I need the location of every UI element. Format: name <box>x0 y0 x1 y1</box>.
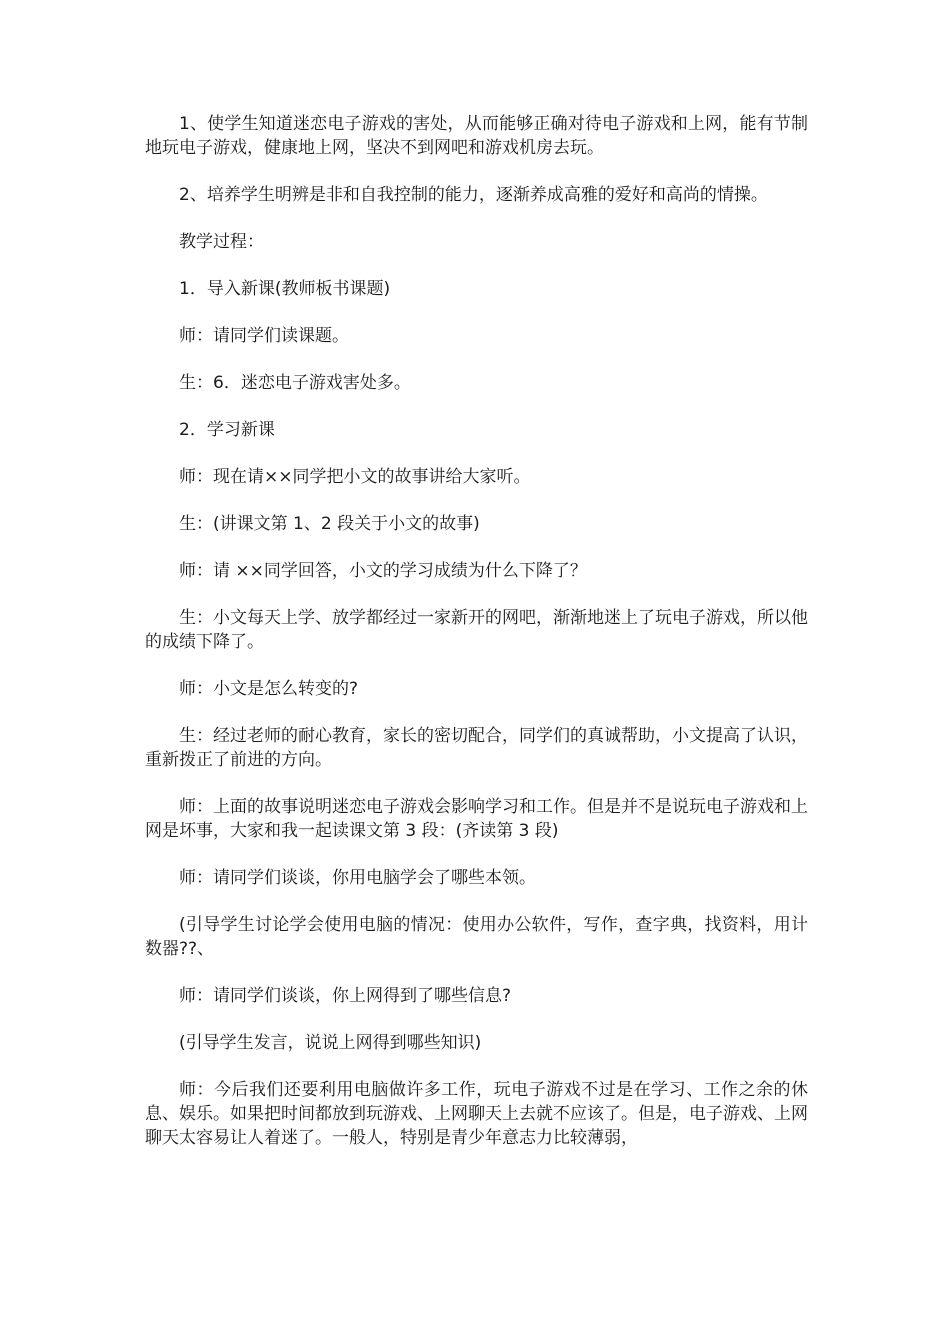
paragraph-teacher-2: 师：现在请××同学把小文的故事讲给大家听。 <box>179 467 531 487</box>
paragraph-student-4: 生：经过老师的耐心教育，家长的密切配合，同学们的真诚帮助，小文提高了认识，重新拨正了前进的方向。 <box>145 726 808 770</box>
paragraph-teacher-3: 师：请 ××同学回答，小文的学习成绩为什么下降了？ <box>179 561 587 581</box>
paragraph-teacher-7: 师：请同学们谈谈，你上网得到了哪些信息? <box>179 986 512 1006</box>
paragraph-process-heading: 教学过程： <box>179 232 264 252</box>
paragraph-objective-2: 2、培养学生明辨是非和自我控制的能力，逐渐养成高雅的爱好和高尚的情操。 <box>179 185 768 205</box>
paragraph-step-1: 1．导入新课(教师板书课题) <box>179 279 391 299</box>
paragraph-teacher-5: 师：上面的故事说明迷恋电子游戏会影响学习和工作。但是并不是说玩电子游戏和上网是坏事，大家和我一起读课文第 3 段：(齐读第 3 段) <box>145 797 808 841</box>
paragraph-teacher-8: 师：今后我们还要利用电脑做许多工作，玩电子游戏不过是在学习、工作之余的休息、娱乐。如果把时间都放到玩游戏、上网聊天上去就不应该了。但是，电子游戏、上网聊天太容易让人着迷了。一般人，特别是青少年意志力比较薄弱， <box>145 1080 808 1148</box>
paragraph-guide-2: (引导学生发言，说说上网得到哪些知识) <box>179 1033 482 1053</box>
paragraph-student-3: 生：小文每天上学、放学都经过一家新开的网吧，渐渐地迷上了玩电子游戏，所以他的成绩下降了。 <box>145 608 808 652</box>
paragraph-student-2: 生：(讲课文第 1、2 段关于小文的故事) <box>179 514 480 534</box>
paragraph-teacher-6: 师：请同学们谈谈，你用电脑学会了哪些本领。 <box>179 868 536 888</box>
paragraph-guide-1: (引导学生讨论学会使用电脑的情况：使用办公软件，写作，查字典，找资料，用计数器??、 <box>145 915 808 959</box>
paragraph-teacher-4: 师：小文是怎么转变的? <box>179 679 359 699</box>
paragraph-teacher-1: 师：请同学们读课题。 <box>179 326 349 346</box>
document-page <box>145 112 808 1173</box>
paragraph-student-1: 生：6．迷恋电子游戏害处多。 <box>179 373 411 393</box>
paragraph-step-2: 2．学习新课 <box>179 420 275 440</box>
paragraph-objective-1: 1、使学生知道迷恋电子游戏的害处，从而能够正确对待电子游戏和上网，能有节制地玩电子游戏，健康地上网，坚决不到网吧和游戏机房去玩。 <box>145 114 808 158</box>
